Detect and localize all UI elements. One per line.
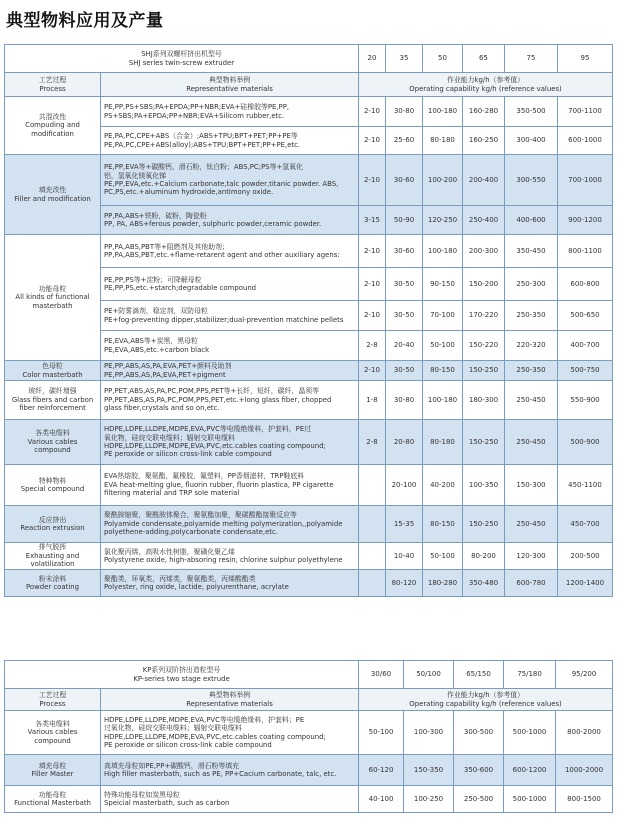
capability-header xyxy=(359,73,613,97)
text-line: PE,PP,ABS,AS,PA,EVA,PET+pigment xyxy=(104,370,226,379)
capacity-cell: 400-600 xyxy=(505,206,558,235)
capacity-cell: 30-80 xyxy=(386,97,423,127)
materials-cell xyxy=(101,331,359,361)
capacity-cell: 450-1100 xyxy=(558,465,613,506)
capacity-cell: 20-80 xyxy=(386,420,423,465)
text-line: compound xyxy=(34,446,71,455)
text-line: PE,PA,PC,CPE+ABS(alloy);ABS+TPU;BPT+PET;PP+PE,etc. xyxy=(104,140,301,149)
process-cell xyxy=(5,506,101,543)
capacity-cell: 100-300 xyxy=(404,711,454,755)
text-line: EVA热熔胶，聚氨酯，氟橡胶，氟塑料，PP香烟滤材，TRP鞋底料 xyxy=(104,472,305,481)
text-line: 功能母粒 xyxy=(38,790,67,799)
capacity-cell: 150-220 xyxy=(463,331,505,361)
materials-cell xyxy=(101,235,359,268)
capacity-cell: 350-500 xyxy=(505,97,558,127)
capacity-cell xyxy=(359,543,386,570)
text-line: modification xyxy=(31,129,74,138)
capacity-cell: 100-180 xyxy=(423,381,463,420)
text-line: 色母粒 xyxy=(42,362,63,371)
capability-header xyxy=(359,689,613,711)
text-line: Functional Masterbath xyxy=(14,799,91,807)
process-cell xyxy=(5,155,101,235)
text-line: PE,PP,ABS,AS,PA,EVA,PET+颜料及助剂 xyxy=(104,362,232,371)
capacity-cell xyxy=(359,465,386,506)
capacity-cell: 70-100 xyxy=(423,301,463,331)
capacity-cell: 250-450 xyxy=(505,381,558,420)
text-line: PE+防雾滴剂，稳定剂，双防母粒 xyxy=(104,307,208,316)
capacity-cell: 700-1000 xyxy=(558,155,613,206)
capacity-cell: 170-220 xyxy=(463,301,505,331)
capacity-cell: 350-600 xyxy=(454,755,504,786)
capacity-cell: 80-120 xyxy=(386,570,423,597)
text-line: 氯化聚丙烯，高吸水性树脂，聚磺化聚乙烯 xyxy=(104,547,235,556)
capacity-cell: 20-40 xyxy=(386,331,423,361)
table-row xyxy=(5,420,613,465)
text-line: 共混改性 xyxy=(38,112,67,121)
capacity-cell: 2-10 xyxy=(359,268,386,301)
text-line: 各类电缆料 xyxy=(35,429,70,438)
materials-cell xyxy=(101,361,359,381)
process-cell xyxy=(5,381,101,420)
text-line: glass fiber,crystals and so on,etc. xyxy=(104,404,220,413)
capacity-cell: 2-8 xyxy=(359,331,386,361)
capacity-cell: 30-60 xyxy=(386,235,423,268)
text-line: PE peroxide or silicon cross-link cable compound xyxy=(104,450,272,459)
text-line: 反应挤出 xyxy=(38,515,67,524)
text-line: 特种物料 xyxy=(38,476,67,485)
capacity-cell: 30-50 xyxy=(386,361,423,381)
capacity-cell: 80-180 xyxy=(423,420,463,465)
text-line: Compuding and xyxy=(25,121,80,130)
process-cell xyxy=(5,711,101,755)
text-line: 玻纤，碳纤增强 xyxy=(28,387,77,396)
table-row xyxy=(5,570,613,597)
table-row xyxy=(5,543,613,570)
capacity-cell: 900-1200 xyxy=(558,206,613,235)
text-line: PE,PA,PC,CPE+ABS（合金）;ABS+TPU;BPT+PET;PP+PE等 xyxy=(104,132,298,141)
text-line: Glass fibers and carbon xyxy=(11,395,94,404)
capacity-cell: 400-700 xyxy=(558,331,613,361)
kp-table xyxy=(4,660,613,813)
process-en: Process xyxy=(39,699,66,708)
table-row xyxy=(5,506,613,543)
capacity-cell: 15-35 xyxy=(386,506,423,543)
materials-cell xyxy=(101,465,359,506)
text-line: PE,PP,PS等+淀粉；可降解母粒 xyxy=(104,275,202,284)
capacity-cell: 100-350 xyxy=(463,465,505,506)
capacity-cell: 350-450 xyxy=(505,235,558,268)
text-line: Reaction extrusion xyxy=(20,524,85,532)
capacity-cell: 700-1100 xyxy=(558,97,613,127)
capacity-cell: 100-200 xyxy=(423,155,463,206)
page-title: 典型物料应用及产量 xyxy=(6,11,164,31)
model-label xyxy=(5,661,359,689)
capacity-cell: 2-8 xyxy=(359,420,386,465)
capacity-cell: 100-180 xyxy=(423,97,463,127)
capacity-cell: 150-250 xyxy=(463,506,505,543)
capacity-cell: 600-800 xyxy=(558,268,613,301)
text-line: compound xyxy=(34,736,71,745)
table-row xyxy=(5,465,613,506)
text-line: PP,PA,ABS,PBT,etc.+flame-retarent agent and other auxiliary agens: xyxy=(104,251,340,259)
model-en: SHJ series twin-screw extruder xyxy=(128,58,235,67)
materials-cell xyxy=(101,711,359,755)
text-line: All kinds of functional xyxy=(15,293,90,302)
text-line: Polyester, ring oxide, lactide, polyurenthane, acrylate xyxy=(104,583,289,591)
capacity-cell: 500-900 xyxy=(558,420,613,465)
materials-cell xyxy=(101,543,359,570)
capacity-cell: 180-280 xyxy=(423,570,463,597)
text-line: PE,PP,PS,etc.+starch;degradable compound xyxy=(104,284,257,292)
capability-en: Operating capability kg/h (reference values) xyxy=(409,84,562,93)
text-line: PP,PET,ABS,AS,PA,PC,POM,PPS,PET等+长纤，短纤，碳纤，晶须等 xyxy=(104,387,320,396)
text-line: fiber reinforcement xyxy=(19,404,86,413)
materials-cell xyxy=(101,420,359,465)
process-header xyxy=(5,73,101,97)
capacity-cell: 40-100 xyxy=(359,786,404,813)
capacity-cell: 350-480 xyxy=(463,570,505,597)
text-line: 填充母粒 xyxy=(38,761,67,770)
text-line: masterbath xyxy=(32,301,73,310)
text-line: Polyamide condensate,polyamide melting polymerization,,polyamide xyxy=(104,519,343,528)
text-line: 高填充母粒如PE,PP+碳酸钙，滑石粉等填充 xyxy=(104,761,240,770)
table-row xyxy=(5,786,613,813)
text-line: PE,EVA,ABS等+炭黑，黑母粒 xyxy=(104,337,198,346)
text-line: HDPE,LDPE,LLDPE,MDPE,EVA,PVC,etc.cables coating compound; xyxy=(104,442,326,450)
text-line: 过氧化物，硅烷交联电缆料；辐射交联电缆料 xyxy=(104,724,242,733)
size-cell: 95 xyxy=(558,45,613,73)
capacity-cell: 2-10 xyxy=(359,301,386,331)
capacity-cell: 80-180 xyxy=(423,127,463,155)
text-line: 粉末涂料 xyxy=(38,574,67,583)
capacity-cell: 250-450 xyxy=(505,506,558,543)
materials-zh: 典型物料举例 xyxy=(208,76,251,85)
text-line: PE peroxide or silicon cross-link cable compound xyxy=(104,740,272,749)
text-line: 排气脱挥 xyxy=(38,543,67,552)
capacity-cell: 20-100 xyxy=(386,465,423,506)
capacity-cell: 2-10 xyxy=(359,155,386,206)
capability-zh: 作业能力kg/h（参考值） xyxy=(446,691,525,700)
capacity-cell: 600-1200 xyxy=(504,755,556,786)
capacity-cell: 40-200 xyxy=(423,465,463,506)
capacity-cell: 1-8 xyxy=(359,381,386,420)
table-row xyxy=(5,235,613,268)
capacity-cell: 2-10 xyxy=(359,127,386,155)
size-cell: 50 xyxy=(423,45,463,73)
capacity-cell: 150-350 xyxy=(404,755,454,786)
table-row xyxy=(5,755,613,786)
capacity-cell: 90-150 xyxy=(423,268,463,301)
capacity-cell: 550-900 xyxy=(558,381,613,420)
text-line: PC,PS,etc.+aluminum hydroxide,antimony oxide. xyxy=(104,188,274,197)
materials-zh: 典型物料举例 xyxy=(208,691,251,700)
materials-cell xyxy=(101,506,359,543)
materials-cell xyxy=(101,206,359,235)
capacity-cell: 450-700 xyxy=(558,506,613,543)
capability-zh: 作业能力kg/h（参考值） xyxy=(446,76,525,85)
process-header xyxy=(5,689,101,711)
materials-cell xyxy=(101,155,359,206)
capacity-cell: 500-650 xyxy=(558,301,613,331)
capacity-cell: 250-400 xyxy=(463,206,505,235)
capacity-cell: 150-250 xyxy=(463,361,505,381)
text-line: PE,PP,EVA,etc.+Calcium carbonate,talc powder,titanic powder. ABS, xyxy=(104,180,339,188)
text-line: High filler masterbath, such as PE, PP+Cacium carbonate, talc, etc. xyxy=(104,770,337,778)
text-line: EVA heat-melting glue, fluorin rubber, fluorin plastica, PP cigarette xyxy=(104,480,334,489)
text-line: PP,PA,ABS,PBT等+阻燃剂及其他助剂； xyxy=(104,242,229,251)
size-cell: 50/100 xyxy=(404,661,454,689)
model-row xyxy=(5,661,613,689)
capacity-cell: 300-500 xyxy=(454,711,504,755)
text-line: PE,PP,PS+SBS;PA+EPDA;PP+NBR;EVA+硅橡胶等PE,PP, xyxy=(104,103,290,112)
text-line: 特殊功能母粒如炭黑母粒 xyxy=(104,790,180,799)
capacity-cell: 150-250 xyxy=(463,420,505,465)
materials-en: Representative materials xyxy=(186,699,273,708)
capacity-cell: 160-280 xyxy=(463,97,505,127)
capacity-cell: 30-50 xyxy=(386,268,423,301)
process-cell xyxy=(5,786,101,813)
text-line: Various cables xyxy=(27,437,78,446)
capacity-cell: 3-15 xyxy=(359,206,386,235)
text-line: PE+fog-preventing dipper,stabilizer;dual-prevention matchine pellets xyxy=(104,315,344,324)
process-cell xyxy=(5,420,101,465)
model-row xyxy=(5,45,613,73)
text-line: PP,PA,ABS+铁粉，硫粉，陶瓷粉 xyxy=(104,211,207,220)
text-line: HDPE,LDPE,LLDPE,MDPE,EVA,PVC等电缆绝缘料，护套料；PE xyxy=(104,715,305,724)
materials-cell xyxy=(101,127,359,155)
capacity-cell: 300-550 xyxy=(505,155,558,206)
capacity-cell: 500-1000 xyxy=(504,711,556,755)
process-cell xyxy=(5,361,101,381)
materials-cell xyxy=(101,268,359,301)
text-line: 填充改性 xyxy=(38,186,67,195)
size-cell: 65 xyxy=(463,45,505,73)
model-en: KP-series two stage extrude xyxy=(133,674,230,683)
capacity-cell xyxy=(359,570,386,597)
table-row xyxy=(5,381,613,420)
capacity-cell: 80-150 xyxy=(423,361,463,381)
model-zh: KP系列双阶挤出造粒型号 xyxy=(142,666,221,675)
capacity-cell: 50-100 xyxy=(423,543,463,570)
materials-cell xyxy=(101,570,359,597)
process-cell xyxy=(5,543,101,570)
text-line: HDPE,LDPE,LLDPE,MDPE,EVA,PVC,etc.cables coating compound; xyxy=(104,732,326,741)
text-line: Filler Master xyxy=(31,770,74,778)
capacity-cell: 160-250 xyxy=(463,127,505,155)
text-line: Powder coating xyxy=(26,583,79,591)
text-line: Polystyrene oxide, high-absoring resin, chlorine sulphur polyethylene xyxy=(104,556,343,564)
capacity-cell: 30-60 xyxy=(386,155,423,206)
capacity-cell: 250-500 xyxy=(454,786,504,813)
capacity-cell: 250-300 xyxy=(505,268,558,301)
table-row xyxy=(5,97,613,127)
materials-cell xyxy=(101,786,359,813)
capacity-cell: 220-320 xyxy=(505,331,558,361)
process-zh: 工艺过程 xyxy=(38,691,67,700)
capacity-cell: 600-1000 xyxy=(558,127,613,155)
column-header-row xyxy=(5,689,613,711)
capacity-cell: 50-100 xyxy=(359,711,404,755)
capacity-cell: 1000-2000 xyxy=(556,755,613,786)
size-cell: 65/150 xyxy=(454,661,504,689)
capacity-cell: 30-80 xyxy=(386,381,423,420)
text-line: PE,EVA,ABS,etc.+carbon black xyxy=(104,345,210,354)
process-cell xyxy=(5,235,101,361)
capacity-cell: 300-400 xyxy=(505,127,558,155)
capacity-cell: 50-100 xyxy=(423,331,463,361)
capacity-cell: 180-300 xyxy=(463,381,505,420)
text-line: 各类电缆料 xyxy=(35,719,70,728)
capacity-cell: 800-1500 xyxy=(556,786,613,813)
text-line: PP,PET,ABS,AS,PA,PC,POM,PPS,PET,etc.+long glass fiber, chopped xyxy=(104,395,332,404)
capacity-cell: 2-10 xyxy=(359,361,386,381)
text-line: polyethene-adding,polycarbonate condensate,etc. xyxy=(104,528,278,537)
text-line: Special compound xyxy=(20,485,85,493)
materials-en: Representative materials xyxy=(186,84,273,93)
text-line: 聚酯类，环氧类，丙烯类，聚氨酯类，丙烯酸酯类 xyxy=(104,574,256,583)
capacity-cell: 2-10 xyxy=(359,235,386,268)
capacity-cell: 250-450 xyxy=(505,420,558,465)
materials-cell xyxy=(101,381,359,420)
capacity-cell: 120-250 xyxy=(423,206,463,235)
capacity-cell: 200-500 xyxy=(558,543,613,570)
text-line: 功能母粒 xyxy=(38,284,67,293)
capacity-cell: 200-300 xyxy=(463,235,505,268)
process-cell xyxy=(5,465,101,506)
capacity-cell: 200-400 xyxy=(463,155,505,206)
column-header-row xyxy=(5,73,613,97)
capacity-cell: 150-200 xyxy=(463,268,505,301)
capacity-cell: 150-300 xyxy=(505,465,558,506)
text-line: Various cables xyxy=(27,728,78,737)
capacity-cell: 120-300 xyxy=(505,543,558,570)
capacity-cell: 100-250 xyxy=(404,786,454,813)
capacity-cell: 250-350 xyxy=(505,301,558,331)
capacity-cell: 500-1000 xyxy=(504,786,556,813)
text-line: Filler and modification xyxy=(14,194,91,203)
process-cell xyxy=(5,97,101,155)
capacity-cell: 80-150 xyxy=(423,506,463,543)
capacity-cell: 10-40 xyxy=(386,543,423,570)
text-line: filtering material and TRP sole material xyxy=(104,489,240,498)
capacity-cell: 250-350 xyxy=(505,361,558,381)
size-cell: 75 xyxy=(505,45,558,73)
model-zh: SHJ系列双螺杆挤出机型号 xyxy=(141,50,222,59)
table-row xyxy=(5,361,613,381)
size-cell: 30/60 xyxy=(359,661,404,689)
table-row xyxy=(5,155,613,206)
text-line: PE,PP,EVA等+碳酸钙，滑石粉，钛白粉；ABS,PC;PS等+氢氧化 xyxy=(104,163,303,172)
process-en: Process xyxy=(39,84,66,93)
size-cell: 95/200 xyxy=(556,661,613,689)
size-cell: 75/180 xyxy=(504,661,556,689)
capacity-cell: 100-180 xyxy=(423,235,463,268)
capacity-cell: 80-200 xyxy=(463,543,505,570)
text-line: 氧化物，硅烷交联电缆料；辐射交联电缆料 xyxy=(104,433,235,442)
capacity-cell: 30-50 xyxy=(386,301,423,331)
shj-table xyxy=(4,44,613,597)
capacity-cell: 2-10 xyxy=(359,97,386,127)
model-label xyxy=(5,45,359,73)
capacity-cell: 800-1100 xyxy=(558,235,613,268)
materials-cell xyxy=(101,755,359,786)
text-line: 聚酰胺缩聚，聚酰胺体聚合，聚氨酯加聚，聚碳酸酯接聚反应等 xyxy=(104,511,297,520)
process-cell xyxy=(5,755,101,786)
materials-cell xyxy=(101,97,359,127)
capacity-cell: 60-120 xyxy=(359,755,404,786)
process-zh: 工艺过程 xyxy=(38,76,67,85)
materials-header xyxy=(101,689,359,711)
materials-cell xyxy=(101,301,359,331)
capacity-cell: 25-60 xyxy=(386,127,423,155)
capacity-cell: 800-2000 xyxy=(556,711,613,755)
capacity-cell: 1200-1400 xyxy=(558,570,613,597)
text-line: PP, PA, ABS+ferous powder, sulphuric powder,ceramic powder. xyxy=(104,220,322,228)
text-line: HDPE,LDPE,LLDPE,MDPE,EVA,PVC等电缆绝缘料，护套料，PE过 xyxy=(104,425,312,434)
size-cell: 35 xyxy=(386,45,423,73)
materials-header xyxy=(101,73,359,97)
text-line: PS+SBS;PA+EPDA;PP+NBR;EVA+Silicom rubber,etc. xyxy=(104,111,285,120)
capacity-cell xyxy=(359,506,386,543)
size-cell: 20 xyxy=(359,45,386,73)
text-line: Exhausting and volatilization xyxy=(25,551,80,569)
capacity-cell: 500-750 xyxy=(558,361,613,381)
text-line: Color masterbath xyxy=(22,370,83,379)
text-line: 铝，氢氧化镁氧化锑 xyxy=(104,171,167,180)
capacity-cell: 50-90 xyxy=(386,206,423,235)
process-cell xyxy=(5,570,101,597)
capability-en: Operating capability kg/h (reference values) xyxy=(409,699,562,708)
table-row xyxy=(5,711,613,755)
capacity-cell: 600-780 xyxy=(505,570,558,597)
text-line: Speicial masterbath, such as carbon xyxy=(104,799,230,807)
